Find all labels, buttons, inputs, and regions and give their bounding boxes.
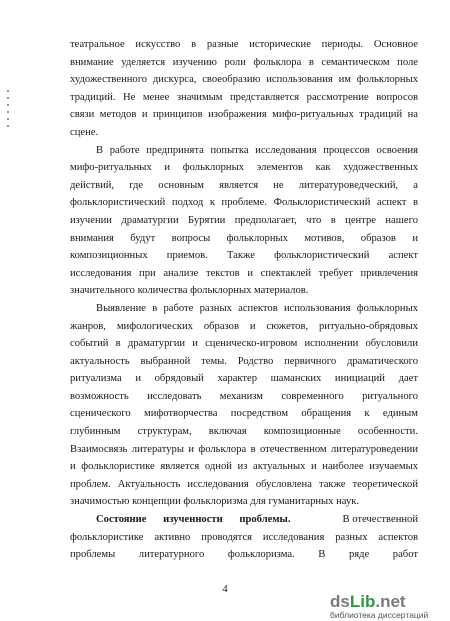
watermark-logo-part: Lib [349, 592, 376, 611]
paragraph-2 [70, 142, 418, 300]
text-line: Взаимосвязь литературы и фольклора в отечественном литературоведении [70, 443, 418, 455]
text-line: значимостью концепции фольклоризма для гуманитарных наук. [70, 496, 360, 508]
text-line: связи методов и принципов изображения мифо-ритуальных традиций на [70, 109, 418, 121]
text-line: актуальность выбранной темы. Родство первичного драматического [70, 355, 418, 367]
text-line: фольклористике активно проводятся исследования разных аспектов [70, 531, 418, 543]
text-line: мифо-ритуальных и фольклорных элементов как художественных [70, 162, 418, 174]
text-line: традиций. Не менее значимым представляется рассмотрение вопросов [70, 91, 418, 103]
text-line: возможность исследовать механизм современного ритуального [70, 390, 418, 402]
paragraph-1 [70, 36, 418, 142]
text-line [70, 511, 418, 529]
watermark-caption: библиотека диссертаций [330, 610, 429, 620]
dslib-watermark [330, 593, 448, 619]
watermark-logo-part: ds [330, 592, 350, 611]
text-line: фольклористический подход к проблеме. Фольклористический аспект в [70, 197, 418, 209]
text-line: ритуализма и обрядовый характер шаманских инициаций дает [70, 373, 418, 385]
text-line: сцене. [70, 126, 99, 138]
text-line: значительного количества фольклорных материалов. [70, 285, 309, 297]
text-line: проблем. Актуальность исследования обусловлена также теоретической [70, 478, 418, 490]
text-line: проблемы литературного фольклоризма. В ряде работ [70, 549, 418, 561]
watermark-logo [330, 593, 448, 610]
text-line: и фольклористике является одной из актуальных и наиболее изучаемых [70, 461, 418, 473]
text-fragment: В отечественной [342, 514, 418, 526]
text-line: композиционных приемов. Также фольклористический аспект [70, 250, 418, 262]
text-line: исследования при анализе текстов и спектаклей требует привлечения [70, 267, 418, 279]
text-line: действий, где основным является не литературоведческий, а [70, 179, 418, 191]
paragraph-4 [70, 511, 418, 564]
text-line: изучении драматургии Бурятии предполагает, что в центре нашего [70, 214, 418, 226]
text-line: сценического мифотворчества посредством обращения к единым [70, 408, 418, 420]
text-line: театральное искусство в разные исторические периоды. Основное [70, 39, 418, 50]
margin-scan-marks [6, 85, 12, 155]
text-line: глубинным структурам, включая композиционные особенности. [70, 426, 418, 438]
page-number: 4 [222, 584, 228, 595]
text-line: Выявление в работе разных аспектов использования фольклорных [96, 302, 418, 314]
section-heading: Состояние изученности проблемы. [96, 514, 291, 526]
watermark-logo-part: .net [375, 592, 406, 611]
text-line: внимания будут вопросы фольклорных мотивов, образов и [70, 232, 418, 244]
paragraph-3 [70, 300, 418, 511]
text-line: жанров, мифологических образов и сюжетов, ритуально-обрядовых [70, 320, 418, 332]
text-line: внимание уделяется изучению роли фольклора в семантическом поле [70, 56, 418, 68]
document-body [70, 36, 418, 564]
text-line: событий в драматургии и сценическо-игровом исполнении обусловили [70, 338, 418, 350]
text-line: В работе предпринята попытка исследования процессов освоения [96, 144, 418, 156]
text-line: художественного дискурса, своеобразию использования им фольклорных [70, 74, 418, 86]
